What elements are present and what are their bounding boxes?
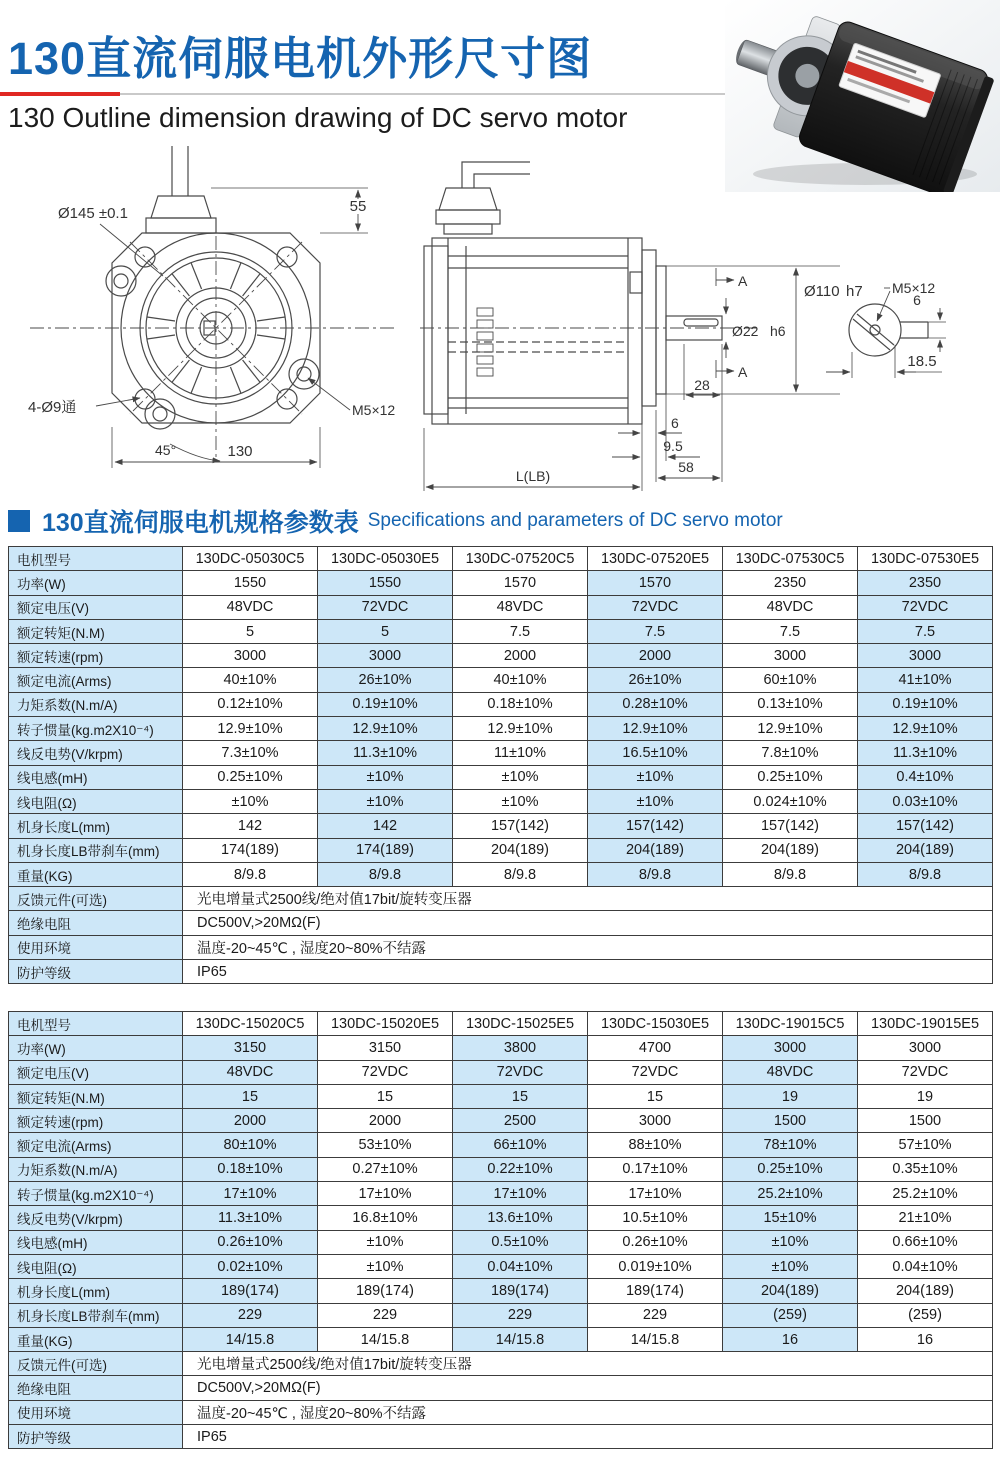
spec-value: 2000 [318, 1109, 453, 1133]
model-name: 130DC-15025E5 [453, 1012, 588, 1036]
spec-value: 2000 [588, 644, 723, 668]
table-footer-row [9, 1376, 993, 1400]
spec-value: 1550 [318, 571, 453, 595]
spec-value: 3000 [723, 644, 858, 668]
spec-value: 1500 [858, 1109, 993, 1133]
spec-value: 48VDC [723, 1060, 858, 1084]
table-row [9, 789, 993, 813]
spec-value: 11.3±10% [183, 1206, 318, 1230]
row-label: 额定转速(rpm) [9, 1109, 183, 1133]
row-label: 功率(W) [9, 1036, 183, 1060]
section-mark-a-bottom: A [738, 364, 748, 380]
spec-value: 0.04±10% [858, 1254, 993, 1278]
spec-value: 14/15.8 [453, 1327, 588, 1351]
footer-value: DC500V,>20MΩ(F) [183, 1376, 993, 1400]
spec-value: 80±10% [183, 1133, 318, 1157]
table-footer-row [9, 1400, 993, 1424]
spec-value: 3000 [723, 1036, 858, 1060]
title-divider-red [0, 92, 120, 96]
dim-shaft-diameter: Ø22 [732, 323, 759, 339]
spec-value: 0.25±10% [183, 765, 318, 789]
row-label: 防护等级 [9, 1425, 183, 1449]
spec-value: 72VDC [588, 595, 723, 619]
row-label: 机身长度L(mm) [9, 814, 183, 838]
spec-value: ±10% [453, 765, 588, 789]
row-label: 额定转矩(N.M) [9, 1084, 183, 1108]
page-title-cn: 130直流伺服电机外形尺寸图 [8, 33, 593, 84]
spec-value: 1570 [453, 571, 588, 595]
table-row [9, 1206, 993, 1230]
spec-value: 16.8±10% [318, 1206, 453, 1230]
row-label: 线电感(mH) [9, 765, 183, 789]
table-row [9, 1327, 993, 1351]
spec-value: 0.19±10% [858, 692, 993, 716]
page-title-en: 130 Outline dimension drawing of DC servo motor [8, 102, 628, 133]
dim-flange-width: 130 [227, 443, 253, 460]
spec-value: 0.26±10% [588, 1230, 723, 1254]
spec-value: 14/15.8 [588, 1327, 723, 1351]
row-label: 额定转速(rpm) [9, 644, 183, 668]
spec-value: 2000 [183, 1109, 318, 1133]
spec-value: 3000 [858, 644, 993, 668]
table-row [9, 838, 993, 862]
table-row [9, 1109, 993, 1133]
spec-value: 0.25±10% [723, 765, 858, 789]
model-name: 130DC-05030C5 [183, 547, 318, 571]
spec-value: 40±10% [183, 668, 318, 692]
spec-value: 11.3±10% [858, 741, 993, 765]
spec-value: 0.18±10% [183, 1157, 318, 1181]
spec-value: 15±10% [723, 1206, 858, 1230]
row-label: 绝缘电阻 [9, 1376, 183, 1400]
spec-value: 1570 [588, 571, 723, 595]
spec-value: ±10% [588, 765, 723, 789]
spec-value: 157(142) [588, 814, 723, 838]
table-row [9, 619, 993, 643]
spec-value: 15 [453, 1084, 588, 1108]
table-footer-row [9, 1352, 993, 1376]
table-row [9, 668, 993, 692]
spec-value: 17±10% [318, 1182, 453, 1206]
table-row [9, 1303, 993, 1327]
spec-value: 204(189) [858, 1279, 993, 1303]
spec-value: 0.18±10% [453, 692, 588, 716]
spec-value: 48VDC [453, 595, 588, 619]
spec-value: 0.04±10% [453, 1254, 588, 1278]
spec-value: 0.26±10% [183, 1230, 318, 1254]
dim-body-length: L(LB) [515, 468, 551, 484]
row-label: 额定电流(Arms) [9, 1133, 183, 1157]
model-name: 130DC-15020E5 [318, 1012, 453, 1036]
dim-key-width: 6 [913, 292, 921, 308]
row-label: 重量(KG) [9, 1327, 183, 1351]
spec-value: 72VDC [858, 595, 993, 619]
spec-value: 0.25±10% [723, 1157, 858, 1181]
spec-value: 7.5 [858, 619, 993, 643]
spec-value: 8/9.8 [453, 862, 588, 886]
spec-value: 4700 [588, 1036, 723, 1060]
spec-value: 3000 [588, 1109, 723, 1133]
row-label: 力矩系数(N.m/A) [9, 692, 183, 716]
front-view [30, 146, 398, 468]
row-label: 额定电压(V) [9, 1060, 183, 1084]
spec-value: 7.5 [723, 619, 858, 643]
row-label: 力矩系数(N.m/A) [9, 1157, 183, 1181]
spec-value: 229 [453, 1303, 588, 1327]
section-title-en: Specifications and parameters of DC servo motor [367, 510, 783, 531]
spec-value: 25.2±10% [858, 1182, 993, 1206]
row-label: 线电阻(Ω) [9, 1254, 183, 1278]
row-label: 功率(W) [9, 571, 183, 595]
spec-value: ±10% [318, 789, 453, 813]
row-label: 反馈元件(可选) [9, 887, 183, 911]
row-label: 防护等级 [9, 960, 183, 984]
spec-value: 3000 [318, 644, 453, 668]
table-row [9, 862, 993, 886]
dim-end-screw: M5×12 [892, 280, 936, 296]
spec-value: 5 [318, 619, 453, 643]
table-row [9, 1036, 993, 1060]
row-label: 绝缘电阻 [9, 911, 183, 935]
spec-value: 12.9±10% [318, 717, 453, 741]
spec-value: 7.3±10% [183, 741, 318, 765]
row-label: 重量(KG) [9, 862, 183, 886]
spec-value: 17±10% [453, 1182, 588, 1206]
spec-value: 3000 [858, 1036, 993, 1060]
spec-value: ±10% [183, 789, 318, 813]
row-label: 使用环境 [9, 1400, 183, 1424]
spec-value: 11.3±10% [318, 741, 453, 765]
footer-value: IP65 [183, 1425, 993, 1449]
spec-value: 12.9±10% [453, 717, 588, 741]
spec-value: 142 [318, 814, 453, 838]
row-label: 线反电势(V/krpm) [9, 741, 183, 765]
spec-value: 0.5±10% [453, 1230, 588, 1254]
table-footer-row [9, 960, 993, 984]
table-row [9, 765, 993, 789]
table-row [9, 1182, 993, 1206]
spec-value: 14/15.8 [318, 1327, 453, 1351]
spec-value: 189(174) [588, 1279, 723, 1303]
section-square-icon [8, 510, 30, 532]
spec-value: 8/9.8 [858, 862, 993, 886]
spec-value: 15 [318, 1084, 453, 1108]
spec-value: 17±10% [588, 1182, 723, 1206]
spec-value: 1500 [723, 1109, 858, 1133]
spec-value: 204(189) [858, 838, 993, 862]
spec-value: 11±10% [453, 741, 588, 765]
footer-value: 光电增量式2500线/绝对值17bit/旋转变压器 [183, 887, 993, 911]
dim-boss-length: 9.5 [663, 438, 683, 454]
spec-value: 72VDC [588, 1060, 723, 1084]
dim-shaft-extension: 58 [678, 459, 694, 475]
spec-value: 0.12±10% [183, 692, 318, 716]
spec-value: ±10% [588, 789, 723, 813]
dim-flange-thickness: 6 [671, 415, 679, 431]
spec-value: ±10% [723, 1230, 858, 1254]
spec-value: 0.35±10% [858, 1157, 993, 1181]
row-label: 额定电流(Arms) [9, 668, 183, 692]
dim-flange-diameter: Ø145 ±0.1 [58, 205, 128, 222]
spec-value: 12.9±10% [858, 717, 993, 741]
spec-value: 5 [183, 619, 318, 643]
table-row [9, 814, 993, 838]
table-row [9, 1133, 993, 1157]
spec-value: 66±10% [453, 1133, 588, 1157]
model-name: 130DC-19015E5 [858, 1012, 993, 1036]
model-name: 130DC-07530C5 [723, 547, 858, 571]
section-header [8, 503, 783, 539]
spec-value: 72VDC [453, 1060, 588, 1084]
spec-value: ±10% [318, 1230, 453, 1254]
spec-table-2 [8, 1011, 993, 1449]
spec-value: 204(189) [723, 1279, 858, 1303]
footer-value: 光电增量式2500线/绝对值17bit/旋转变压器 [183, 1352, 993, 1376]
row-label: 机身长度LB带刹车(mm) [9, 1303, 183, 1327]
spec-value: 19 [858, 1084, 993, 1108]
spec-value: 72VDC [318, 595, 453, 619]
spec-value: 1550 [183, 571, 318, 595]
table-row [9, 1060, 993, 1084]
spec-value: 72VDC [858, 1060, 993, 1084]
spec-value: 0.024±10% [723, 789, 858, 813]
row-label: 线电阻(Ω) [9, 789, 183, 813]
spec-value: 0.27±10% [318, 1157, 453, 1181]
spec-value: 229 [183, 1303, 318, 1327]
spec-value: 2500 [453, 1109, 588, 1133]
spec-value: 88±10% [588, 1133, 723, 1157]
spec-value: 21±10% [858, 1206, 993, 1230]
spec-value: 40±10% [453, 668, 588, 692]
spec-value: 12.9±10% [588, 717, 723, 741]
model-name: 130DC-07520C5 [453, 547, 588, 571]
spec-value: (259) [723, 1303, 858, 1327]
dim-boss-tolerance: h7 [846, 283, 863, 300]
spec-value: 0.66±10% [858, 1230, 993, 1254]
table-row [9, 644, 993, 668]
spec-value: 189(174) [453, 1279, 588, 1303]
dim-boss-diameter: Ø110 [804, 283, 840, 300]
spec-value: 19 [723, 1084, 858, 1108]
spec-value: 229 [588, 1303, 723, 1327]
spec-value: 17±10% [183, 1182, 318, 1206]
spec-value: 10.5±10% [588, 1206, 723, 1230]
dim-connector-height: 55 [349, 198, 367, 215]
spec-value: 0.03±10% [858, 789, 993, 813]
table-footer-row [9, 935, 993, 959]
spec-value: 204(189) [453, 838, 588, 862]
spec-value: 174(189) [183, 838, 318, 862]
spec-value: 13.6±10% [453, 1206, 588, 1230]
spec-value: 57±10% [858, 1133, 993, 1157]
table-row [9, 1084, 993, 1108]
spec-value: 0.22±10% [453, 1157, 588, 1181]
table-row [9, 1279, 993, 1303]
table-footer-row [9, 911, 993, 935]
footer-value: 温度-20~45℃ , 湿度20~80%不结露 [183, 935, 993, 959]
model-header-row [9, 547, 993, 571]
spec-value: 189(174) [318, 1279, 453, 1303]
dim-angle: 45° [155, 442, 177, 458]
spec-value: 26±10% [318, 668, 453, 692]
spec-value: ±10% [453, 789, 588, 813]
row-label: 使用环境 [9, 935, 183, 959]
dimension-drawing [0, 145, 1000, 507]
spec-value: 2350 [858, 571, 993, 595]
spec-value: 0.13±10% [723, 692, 858, 716]
table-row [9, 692, 993, 716]
model-name: 130DC-19015C5 [723, 1012, 858, 1036]
row-label: 线电感(mH) [9, 1230, 183, 1254]
dim-key-position: 18.5 [907, 353, 937, 370]
spec-value: 3000 [183, 644, 318, 668]
spec-value: 3150 [183, 1036, 318, 1060]
row-label: 机身长度L(mm) [9, 1279, 183, 1303]
row-label: 机身长度LB带刹车(mm) [9, 838, 183, 862]
section-title-cn: 130直流伺服电机规格参数表 [42, 509, 359, 537]
spec-value: 2350 [723, 571, 858, 595]
table-row [9, 1230, 993, 1254]
spec-value: 60±10% [723, 668, 858, 692]
spec-value: 48VDC [723, 595, 858, 619]
spec-value: 48VDC [183, 1060, 318, 1084]
spec-value: 53±10% [318, 1133, 453, 1157]
spec-value: 12.9±10% [183, 717, 318, 741]
table-row [9, 717, 993, 741]
table-row [9, 1157, 993, 1181]
spec-value: 8/9.8 [588, 862, 723, 886]
table-row [9, 595, 993, 619]
spec-value: 15 [183, 1084, 318, 1108]
model-name: 130DC-07520E5 [588, 547, 723, 571]
spec-value: 157(142) [453, 814, 588, 838]
dim-front-screw: M5×12 [352, 402, 396, 418]
model-header-row [9, 1012, 993, 1036]
footer-value: 温度-20~45℃ , 湿度20~80%不结露 [183, 1400, 993, 1424]
spec-value: 0.19±10% [318, 692, 453, 716]
spec-value: ±10% [723, 1254, 858, 1278]
table-footer-row [9, 887, 993, 911]
table-footer-row [9, 1425, 993, 1449]
footer-value: IP65 [183, 960, 993, 984]
spec-value: 15 [588, 1084, 723, 1108]
spec-value: 204(189) [588, 838, 723, 862]
spec-value: 157(142) [858, 814, 993, 838]
spec-value: 8/9.8 [318, 862, 453, 886]
spec-value: 16 [858, 1327, 993, 1351]
spec-value: ±10% [318, 1254, 453, 1278]
row-label: 转子惯量(kg.m2X10⁻⁴) [9, 717, 183, 741]
spec-value: 2000 [453, 644, 588, 668]
row-label: 反馈元件(可选) [9, 1352, 183, 1376]
spec-value: (259) [858, 1303, 993, 1327]
spec-value: 26±10% [588, 668, 723, 692]
spec-value: ±10% [318, 765, 453, 789]
dim-shaft-tolerance: h6 [770, 323, 786, 339]
spec-value: 0.019±10% [588, 1254, 723, 1278]
spec-value: 14/15.8 [183, 1327, 318, 1351]
spec-value: 16.5±10% [588, 741, 723, 765]
spec-value: 0.4±10% [858, 765, 993, 789]
spec-value: 3150 [318, 1036, 453, 1060]
table-row [9, 1254, 993, 1278]
spec-value: 72VDC [318, 1060, 453, 1084]
table-row [9, 571, 993, 595]
spec-value: 7.8±10% [723, 741, 858, 765]
spec-value: 8/9.8 [723, 862, 858, 886]
spec-value: 142 [183, 814, 318, 838]
spec-value: 25.2±10% [723, 1182, 858, 1206]
spec-value: 48VDC [183, 595, 318, 619]
spec-value: 3800 [453, 1036, 588, 1060]
footer-value: DC500V,>20MΩ(F) [183, 911, 993, 935]
spec-value: 174(189) [318, 838, 453, 862]
model-name: 130DC-15020C5 [183, 1012, 318, 1036]
row-label: 转子惯量(kg.m2X10⁻⁴) [9, 1182, 183, 1206]
spec-value: 0.17±10% [588, 1157, 723, 1181]
spec-value: 12.9±10% [723, 717, 858, 741]
model-header-label: 电机型号 [9, 547, 183, 571]
spec-value: 7.5 [588, 619, 723, 643]
table-row [9, 741, 993, 765]
model-name: 130DC-05030E5 [318, 547, 453, 571]
dim-key-length: 28 [694, 377, 710, 393]
model-name: 130DC-07530E5 [858, 547, 993, 571]
row-label: 额定电压(V) [9, 595, 183, 619]
model-header-label: 电机型号 [9, 1012, 183, 1036]
spec-value: 7.5 [453, 619, 588, 643]
spec-value: 0.28±10% [588, 692, 723, 716]
spec-value: 16 [723, 1327, 858, 1351]
dim-mounting-holes: 4-Ø9通 [28, 399, 77, 416]
spec-value: 229 [318, 1303, 453, 1327]
spec-value: 204(189) [723, 838, 858, 862]
spec-value: 78±10% [723, 1133, 858, 1157]
spec-value: 0.02±10% [183, 1254, 318, 1278]
row-label: 额定转矩(N.M) [9, 619, 183, 643]
spec-value: 189(174) [183, 1279, 318, 1303]
spec-table-1 [8, 546, 993, 984]
spec-value: 8/9.8 [183, 862, 318, 886]
row-label: 线反电势(V/krpm) [9, 1206, 183, 1230]
spec-value: 157(142) [723, 814, 858, 838]
spec-value: 41±10% [858, 668, 993, 692]
section-mark-a-top: A [738, 273, 748, 289]
model-name: 130DC-15030E5 [588, 1012, 723, 1036]
